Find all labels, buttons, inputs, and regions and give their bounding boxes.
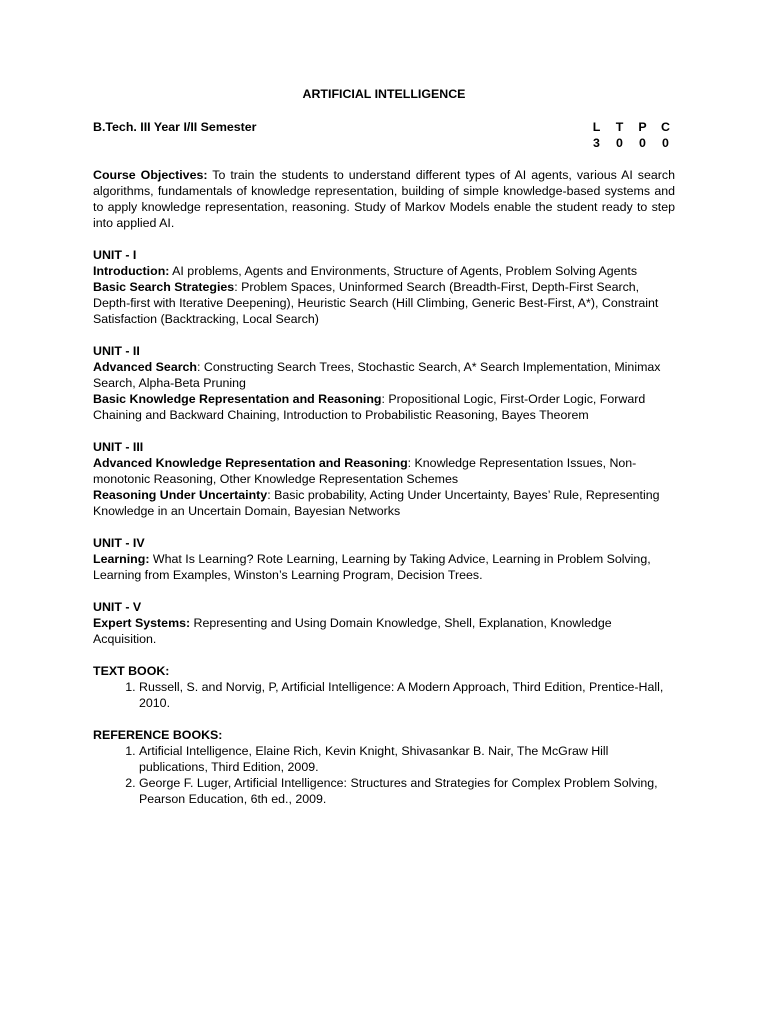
- topic-label: Basic Search Strategies: [93, 280, 235, 294]
- topic-text: : Constructing Search Trees, Stochastic Search, A* Search Implementation, Minimax Search, Alpha-Beta Pruning: [93, 360, 661, 390]
- unit-heading: UNIT - V: [93, 600, 142, 614]
- topic-text: : Propositional Logic, First-Order Logic, Forward Chaining and Backward Chaining, Introduction to Probabilistic Reasoning, Bayes Theorem: [93, 392, 646, 422]
- objectives-label: Course Objectives:: [93, 168, 208, 182]
- unit-1: [93, 247, 675, 327]
- ltpc-header-c: C: [661, 120, 670, 134]
- reference-books-section: [93, 727, 675, 807]
- ltpc-table: [585, 119, 677, 151]
- text-book-list: [93, 679, 675, 711]
- semester-label: B.Tech. III Year I/II Semester: [93, 120, 257, 134]
- topic-label: Reasoning Under Uncertainty: [93, 488, 268, 502]
- reference-books-heading: REFERENCE BOOKS:: [93, 728, 223, 742]
- course-title: ARTIFICIAL INTELLIGENCE: [302, 87, 466, 101]
- topic-text: Representing and Using Domain Knowledge, Shell, Explanation, Knowledge Acquisition.: [93, 616, 612, 646]
- unit-topic: [93, 279, 675, 327]
- topic-text: What Is Learning? Rote Learning, Learning by Taking Advice, Learning in Problem Solving, Learning from Examples, Winston’s Learning Program, Decision Trees.: [93, 552, 651, 582]
- ltpc-value-l: 3: [593, 136, 600, 150]
- unit-heading: UNIT - III: [93, 440, 144, 454]
- unit-heading: UNIT - I: [93, 248, 137, 262]
- text-book-heading: TEXT BOOK:: [93, 664, 170, 678]
- unit-4: [93, 535, 675, 583]
- ltpc-value-t: 0: [616, 136, 623, 150]
- topic-label: Basic Knowledge Representation and Reasoning: [93, 392, 382, 406]
- syllabus-page: [93, 86, 675, 823]
- unit-topic: [93, 391, 675, 423]
- topic-label: Expert Systems:: [93, 616, 191, 630]
- text-book-section: [93, 663, 675, 711]
- topic-text: : Knowledge Representation Issues, Non-monotonic Reasoning, Other Knowledge Representation Schemes: [93, 456, 637, 486]
- reference-books-list: [93, 743, 675, 807]
- unit-topic: [93, 263, 675, 279]
- unit-topic: [93, 615, 675, 647]
- topic-label: Advanced Knowledge Representation and Reasoning: [93, 456, 408, 470]
- objectives-text: To train the students to understand different types of AI agents, various AI search algorithms, fundamentals of knowledge representation, building of simple knowledge-based systems and to apply knowledge representation, reasoning. Study of Markov Models enable the student ready to step into applied AI.: [93, 168, 675, 230]
- topic-label: Advanced Search: [93, 360, 197, 374]
- course-objectives: [93, 167, 675, 231]
- unit-5: [93, 599, 675, 647]
- unit-3: [93, 439, 675, 519]
- topic-label: Introduction:: [93, 264, 170, 278]
- unit-topic: [93, 359, 675, 391]
- unit-topic: [93, 551, 675, 583]
- list-item: 2. George F. Luger, Artificial Intelligence: Structures and Strategies for Complex Problem Solving, Pearson Education, 6th ed., 2009.: [139, 775, 675, 807]
- topic-text: : Basic probability, Acting Under Uncertainty, Bayes’ Rule, Representing Knowledge in an Uncertain Domain, Bayesian Networks: [93, 488, 660, 518]
- ltpc-header-p: P: [638, 120, 647, 134]
- unit-heading: UNIT - II: [93, 344, 140, 358]
- ltpc-value-c: 0: [662, 136, 669, 150]
- list-item: 1. Artificial Intelligence, Elaine Rich, Kevin Knight, Shivasankar B. Nair, The McGraw Hill publications, Third Edition, 2009.: [139, 743, 675, 775]
- ltpc-header-t: T: [615, 120, 624, 134]
- semester-row: [93, 119, 675, 151]
- ltpc-value-p: 0: [639, 136, 646, 150]
- topic-text: : Problem Spaces, Uninformed Search (Breadth-First, Depth-First Search, Depth-first with Iterative Deepening), Heuristic Search (Hill Climbing, Generic Best-First, A*), Constraint Satisfaction (Backtracking, Local Search): [93, 280, 659, 326]
- unit-heading: UNIT - IV: [93, 536, 145, 550]
- unit-2: [93, 343, 675, 423]
- ltpc-header-l: L: [592, 120, 601, 134]
- unit-topic: [93, 487, 675, 519]
- topic-label: Learning:: [93, 552, 150, 566]
- list-item: 1. Russell, S. and Norvig, P, Artificial Intelligence: A Modern Approach, Third Edition, Prentice-Hall, 2010.: [139, 679, 675, 711]
- topic-text: AI problems, Agents and Environments, Structure of Agents, Problem Solving Agents: [169, 264, 638, 278]
- unit-topic: [93, 455, 675, 487]
